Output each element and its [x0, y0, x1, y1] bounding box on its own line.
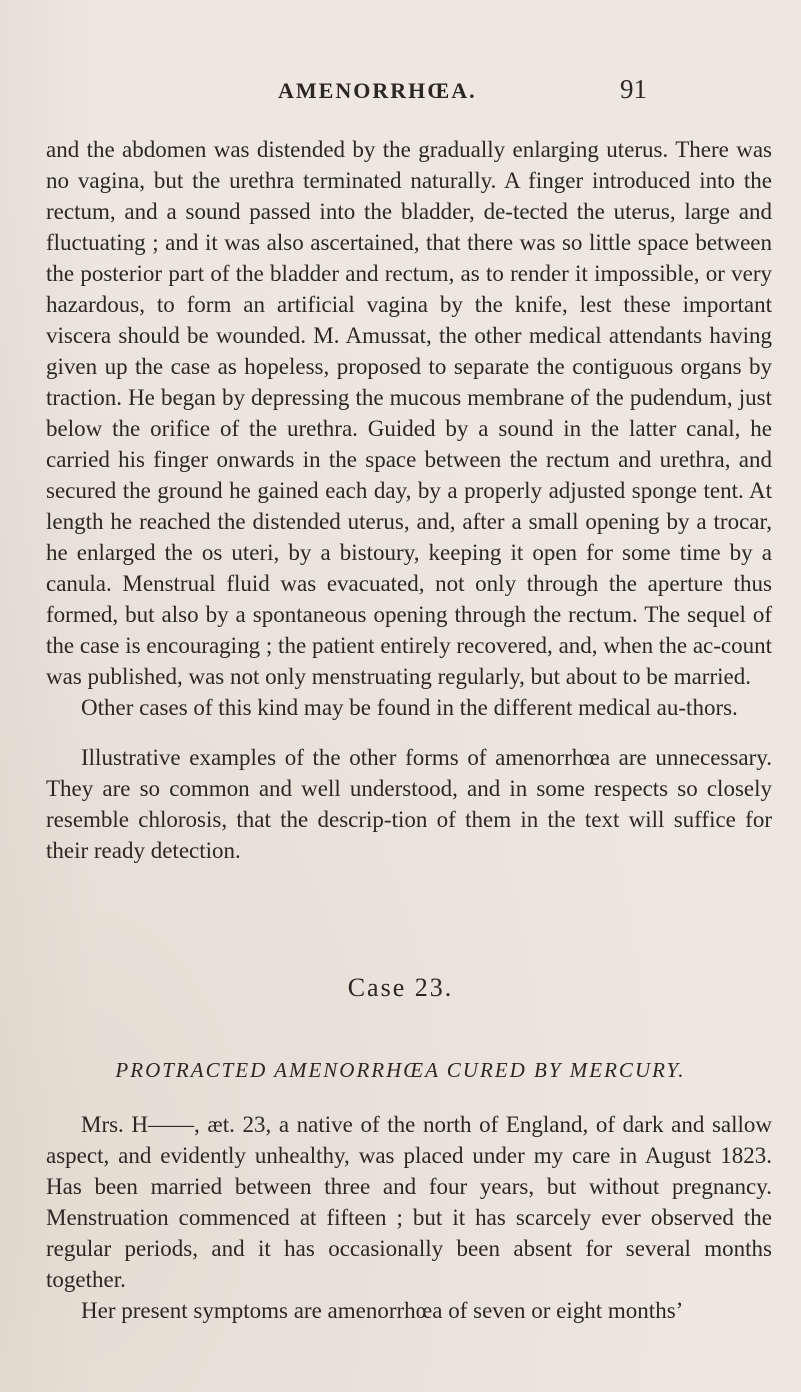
paragraph-continuation: and the abdomen was distended by the gradually enlarging uterus. There was no vagina, but the urethra terminated naturally. A finger introduced into the rectum, and a sound passed into the bladder, de-tected the uterus, large and fluctuating ; and it was also ascertained, that there was so little space between the posterior part of the bladder and rectum, as to render it impossible, or very hazardous, to form an artificial vagina by the knife, lest these important viscera should be wounded. M. Amussat, the other medical attendants having given up the case as hopeless, proposed to separate the contiguous organs by traction. He began by depressing the mucous membrane of the pudendum, just below the orifice of the urethra. Guided by a sound in the latter canal, he carried his finger onwards in the space between the rectum and urethra, and secured the ground he gained each day, by a properly adjusted sponge tent. At length he reached the distended uterus, and, after a small opening by a trocar, he enlarged the os uteri, by a bistoury, keeping it open for some time by a canula. Menstrual fluid was evacuated, not only through the aperture thus formed, but also by a spontaneous opening through the rectum. The sequel of the case is encouraging ; the patient entirely recovered, and, when the ac-count was published, was not only menstruating regularly, but about to be married. — [46, 137, 772, 689]
running-title: AMENORRHŒA. — [278, 78, 477, 103]
case-subheading: PROTRACTED AMENORRHŒA CURED BY MERCURY. — [115, 1058, 686, 1082]
case-heading: Case 23. — [347, 973, 454, 1002]
page-header — [0, 74, 801, 112]
page-number: 91 — [620, 74, 647, 104]
case-paragraph-symptoms: Her present symptoms are amenorrhœa of seven or eight months’ — [81, 1298, 684, 1323]
paragraph-other-cases: Other cases of this kind may be found in the different medical au-thors. — [81, 695, 738, 720]
body-text — [46, 134, 772, 866]
case-paragraph-history: Mrs. H——, æt. 23, a native of the north of England, of dark and sallow aspect, and evidently unhealthy, was placed under my care in August 1823. Has been married between three and four years, but without pregnancy. Menstruation commenced at fifteen ; but it has scarcely ever observed the regular periods, and it has occasionally been absent for several months together. — [46, 1112, 772, 1292]
paragraph-illustrative-examples: Illustrative examples of the other forms of amenorrhœa are unnecessary. They are so common and well understood, and in some respects so closely resemble chlorosis, that the descrip-tion of them in the text will suffice for their ready detection. — [46, 745, 772, 863]
case-text — [46, 1109, 772, 1326]
